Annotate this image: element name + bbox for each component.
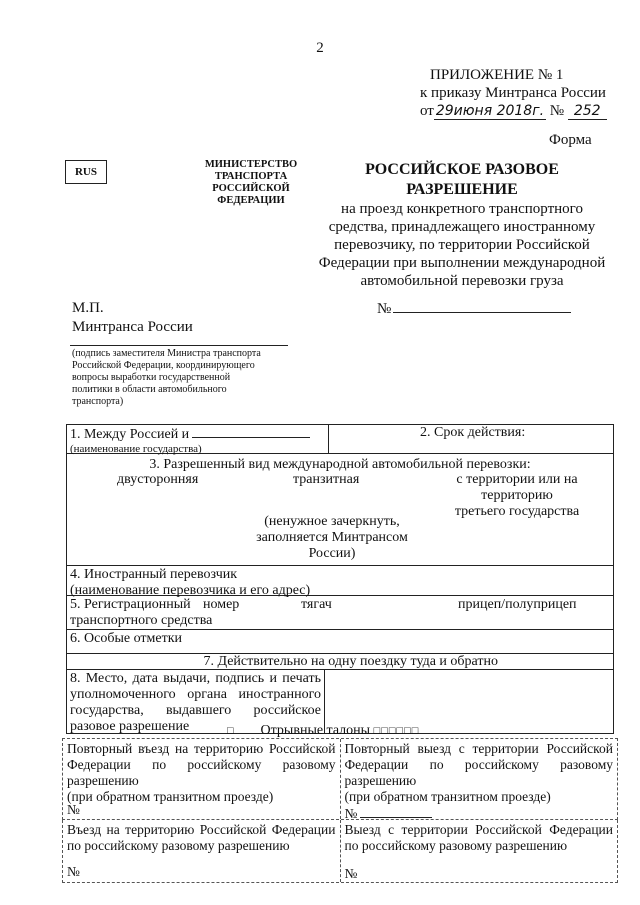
coupon-entry-number: №	[67, 864, 80, 879]
field-7-label: 7. Действительно на одну поездку туда и обратно	[203, 654, 498, 669]
seal-label: М.П.	[72, 300, 104, 316]
seal-block	[72, 299, 193, 337]
field-1-note: (наименование государства)	[70, 443, 202, 455]
form-label: Форма	[549, 132, 592, 148]
field-3	[66, 454, 614, 566]
field-3-option-third-country[interactable]	[422, 472, 612, 520]
coupon-exit-text: Выезд с территории Российской Федерации по российскому разовому разрешению	[344, 822, 613, 853]
ministry-line: МИНИСТЕРСТВО	[204, 159, 298, 170]
field-5[interactable]	[66, 596, 614, 630]
field-1	[67, 425, 329, 453]
tear-off-row-1	[62, 738, 618, 820]
appendix-date-line	[420, 102, 607, 120]
field-3-note-line: заполняется Минтрансом	[256, 530, 408, 545]
field-3-option-transit[interactable]: транзитная	[293, 472, 360, 487]
rus-box: RUS	[65, 160, 107, 184]
coupon-entry[interactable]	[63, 820, 341, 882]
field-4-note: (наименование перевозчика и его адрес)	[70, 583, 311, 598]
field-3-label: 3. Разрешенный вид международной автомобильной перевозки:	[149, 457, 531, 472]
field-5-trailer: прицеп/полуприцеп	[458, 597, 577, 612]
coupon-exit-number: №	[344, 866, 358, 881]
signature-note-line: политики в области автомобильного	[72, 384, 227, 395]
coupon-reentry-text: Повторный въезд на территорию Российской Федерации по российскому разовому разрешению	[67, 741, 336, 788]
appendix-block	[420, 66, 607, 120]
field-6[interactable]	[66, 630, 614, 654]
signature-note	[72, 348, 297, 408]
coupon-reentry-number: №	[67, 802, 80, 817]
permit-form	[66, 424, 614, 734]
appendix-date: 29июня 2018г.	[435, 103, 545, 119]
field-5-line	[70, 597, 610, 613]
coupon-entry-text: Въезд на территорию Российской Федерации по российскому разовому разрешению	[67, 822, 336, 853]
coupon-reexit[interactable]	[341, 739, 618, 819]
ministry-name	[196, 159, 306, 207]
appendix-order: к приказу Минтранса России	[420, 85, 606, 101]
field-3-note-line: России)	[308, 546, 356, 561]
appendix-from-label: от	[420, 103, 434, 119]
appendix-no-label: №	[549, 103, 565, 119]
field-5-tractor: тягач	[301, 597, 332, 612]
field-5-number: номер	[203, 597, 240, 612]
field-3-option-third-country-line: третьего государства	[454, 504, 580, 519]
permit-number	[377, 298, 571, 318]
field-4[interactable]	[66, 566, 614, 596]
field-4-label: 4. Иностранный перевозчик	[70, 567, 238, 582]
coupon-reexit-sub: (при обратном транзитном проезде)	[344, 789, 551, 804]
tear-off-lead-box: □	[227, 725, 235, 737]
title-line: на проезд конкретного транспортного	[341, 201, 583, 217]
signature-note-line: вопросы выработки государственной	[72, 372, 231, 383]
field-2[interactable]	[329, 425, 613, 453]
field-5-vehicle: транспортного средства	[70, 613, 213, 628]
title-line: Федерации при выполнении международной	[318, 255, 606, 271]
tear-off-boxes: □□□□□□	[373, 725, 420, 737]
title-line: автомобильной перевозки груза	[360, 273, 564, 289]
document-title	[312, 160, 612, 290]
signature-note-line: транспорта)	[72, 396, 124, 407]
title-line: средства, принадлежащего иностранному	[328, 219, 596, 235]
field-1-label	[70, 425, 325, 443]
field-7	[66, 654, 614, 670]
field-1-label-text: 1. Между Россией и	[70, 427, 190, 442]
appendix-number: 252	[568, 103, 607, 120]
tear-off-header	[62, 724, 618, 738]
field-3-note-line: (ненужное зачеркнуть,	[264, 514, 400, 529]
ministry-line: ТРАНСПОРТА	[214, 171, 288, 182]
coupon-exit[interactable]	[341, 820, 618, 882]
signature-note-line: (подпись заместителя Министра транспорта	[72, 348, 261, 359]
field-1-line[interactable]	[192, 425, 310, 438]
field-3-option-bilateral[interactable]: двусторонняя	[117, 472, 199, 487]
permit-number-line	[393, 298, 571, 313]
ministry-line: РОССИЙСКОЙ	[212, 183, 290, 194]
ministry-line: ФЕДЕРАЦИИ	[217, 195, 285, 206]
tear-off-title: Отрывные талоны	[260, 723, 371, 738]
field-3-option-third-country-line: с территории или на территорию	[456, 472, 578, 503]
coupon-reentry[interactable]	[63, 739, 341, 819]
field-3-note	[247, 514, 417, 562]
form-row-1-2	[66, 424, 614, 454]
coupon-reexit-text: Повторный выезд с территории Российской Федерации по российскому разовому разрешению	[344, 741, 613, 788]
field-2-label: 2. Срок действия:	[420, 425, 526, 440]
appendix-title: ПРИЛОЖЕНИЕ № 1	[430, 67, 564, 83]
field-5-registration: 5. Регистрационный	[70, 597, 191, 612]
title-line: перевозчику, по территории Российской	[334, 237, 590, 253]
seal-org: Минтранса России	[72, 319, 193, 335]
field-8-label: 8. Место, дата выдачи, подпись и печать уполномоченного органа иностранного государства, выдавшего российское разовое разрешение	[67, 670, 325, 733]
page-number: 2	[316, 40, 324, 56]
tear-off-coupons	[62, 724, 618, 883]
signature-line	[70, 345, 288, 346]
coupon-reentry-sub: (при обратном транзитном проезде)	[67, 789, 274, 804]
signature-note-line: Российской Федерации, координирующего	[72, 360, 255, 371]
coupon-reexit-number-line[interactable]	[360, 805, 432, 818]
title-heading: РОССИЙСКОЕ РАЗОВОЕ РАЗРЕШЕНИЕ	[365, 161, 559, 198]
field-6-label: 6. Особые отметки	[70, 631, 182, 646]
coupon-reexit-number-label: №	[344, 806, 358, 821]
permit-number-label: №	[377, 301, 392, 317]
tear-off-row-2	[62, 820, 618, 883]
